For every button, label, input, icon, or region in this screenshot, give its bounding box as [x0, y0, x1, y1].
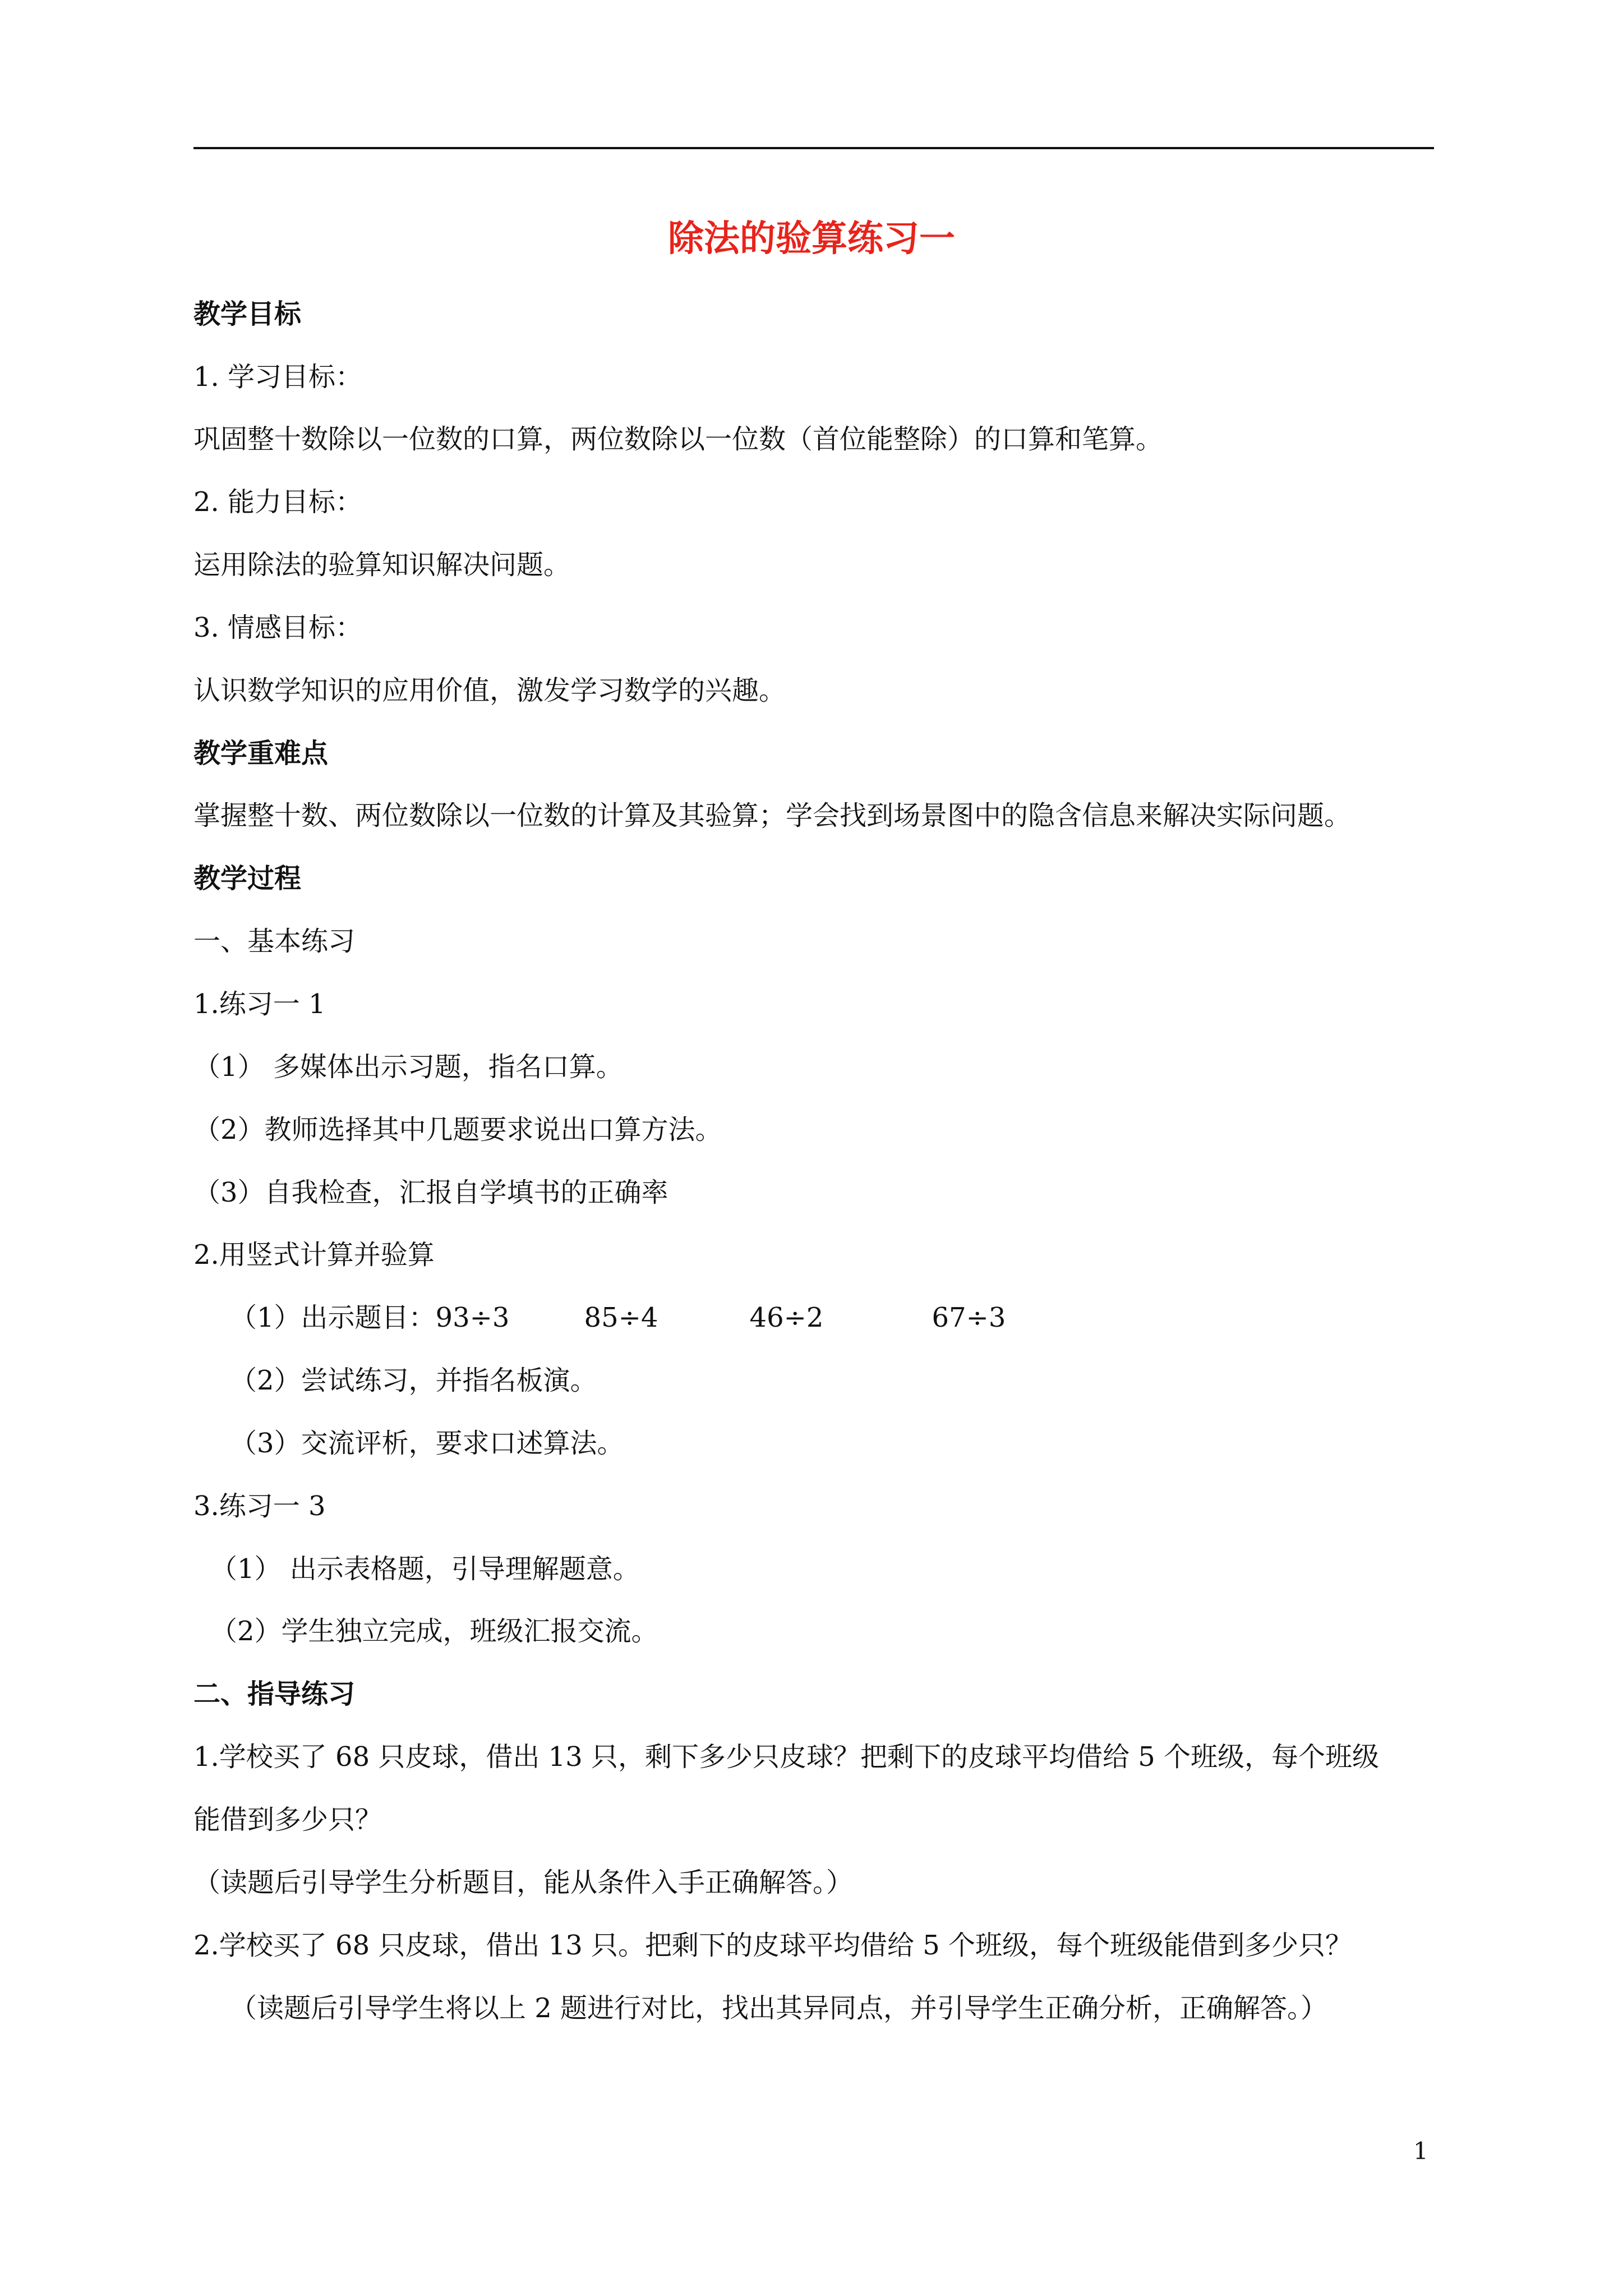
paragraph-line: 能借到多少只？	[193, 1804, 382, 1835]
paragraph-line: 一、基本练习	[193, 926, 356, 957]
calculation-prefix: （1）出示题目：	[230, 1302, 436, 1333]
document-title: 除法的验算练习一	[668, 218, 955, 260]
paragraph-line: 1. 学习目标：	[193, 361, 363, 393]
paragraph-line: 2.学校买了 68 只皮球，借出 13 只。把剩下的皮球平均借给 5 个班级，每个班级能借到多少只？	[193, 1930, 1353, 1961]
page-number: 1	[1413, 2137, 1428, 2165]
paragraph-line: 3.练习一 3	[193, 1490, 326, 1522]
division-problem: 67÷3	[932, 1302, 1006, 1333]
calculation-exercises-row	[230, 1298, 1006, 1337]
division-problem: 46÷2	[749, 1302, 824, 1333]
paragraph-line: 运用除法的验算知识解决问题。	[193, 549, 571, 581]
heading-guided-practice: 二、指导练习	[193, 1678, 356, 1710]
paragraph-line: （3）自我检查，汇报自学填书的正确率	[193, 1177, 668, 1208]
paragraph-line: （3）交流评析，要求口述算法。	[230, 1428, 624, 1459]
paragraph-line: 2.用竖式计算并验算	[193, 1239, 435, 1271]
paragraph-line: 1.学校买了 68 只皮球，借出 13 只，剩下多少只皮球？把剩下的皮球平均借给 5 个班级，每个班级	[193, 1741, 1380, 1773]
paragraph-line: （读题后引导学生分析题目，能从条件入手正确解答。）	[193, 1867, 854, 1898]
paragraph-line: 掌握整十数、两位数除以一位数的计算及其验算；学会找到场景图中的隐含信息来解决实际问题。	[193, 800, 1352, 831]
heading-key-points: 教学重难点	[193, 738, 329, 769]
heading-teaching-process: 教学过程	[193, 863, 302, 894]
division-problem: 93÷3	[435, 1302, 510, 1333]
paragraph-line: 认识数学知识的应用价值，激发学习数学的兴趣。	[193, 675, 786, 706]
paragraph-line: （1） 多媒体出示习题，指名口算。	[193, 1051, 623, 1083]
paragraph-line: （2）尝试练习，并指名板演。	[230, 1365, 597, 1396]
paragraph-line: （读题后引导学生将以上 2 题进行对比，找出其异同点，并引导学生正确分析，正确解答。）	[230, 1993, 1328, 2024]
paragraph-line: 3. 情感目标：	[193, 612, 363, 643]
division-problem: 85÷4	[584, 1302, 658, 1333]
heading-teaching-goals: 教学目标	[193, 298, 302, 330]
paragraph-line: （1） 出示表格题，引导理解题意。	[210, 1553, 640, 1585]
paragraph-line: 2. 能力目标：	[193, 486, 363, 518]
paragraph-line: 1.练习一 1	[193, 988, 326, 1020]
paragraph-line: （2）教师选择其中几题要求说出口算方法。	[193, 1114, 722, 1145]
header-rule	[193, 147, 1434, 149]
paragraph-line: （2）学生独立完成，班级汇报交流。	[210, 1616, 658, 1647]
paragraph-line: 巩固整十数除以一位数的口算，两位数除以一位数（首位能整除）的口算和笔算。	[193, 424, 1163, 455]
